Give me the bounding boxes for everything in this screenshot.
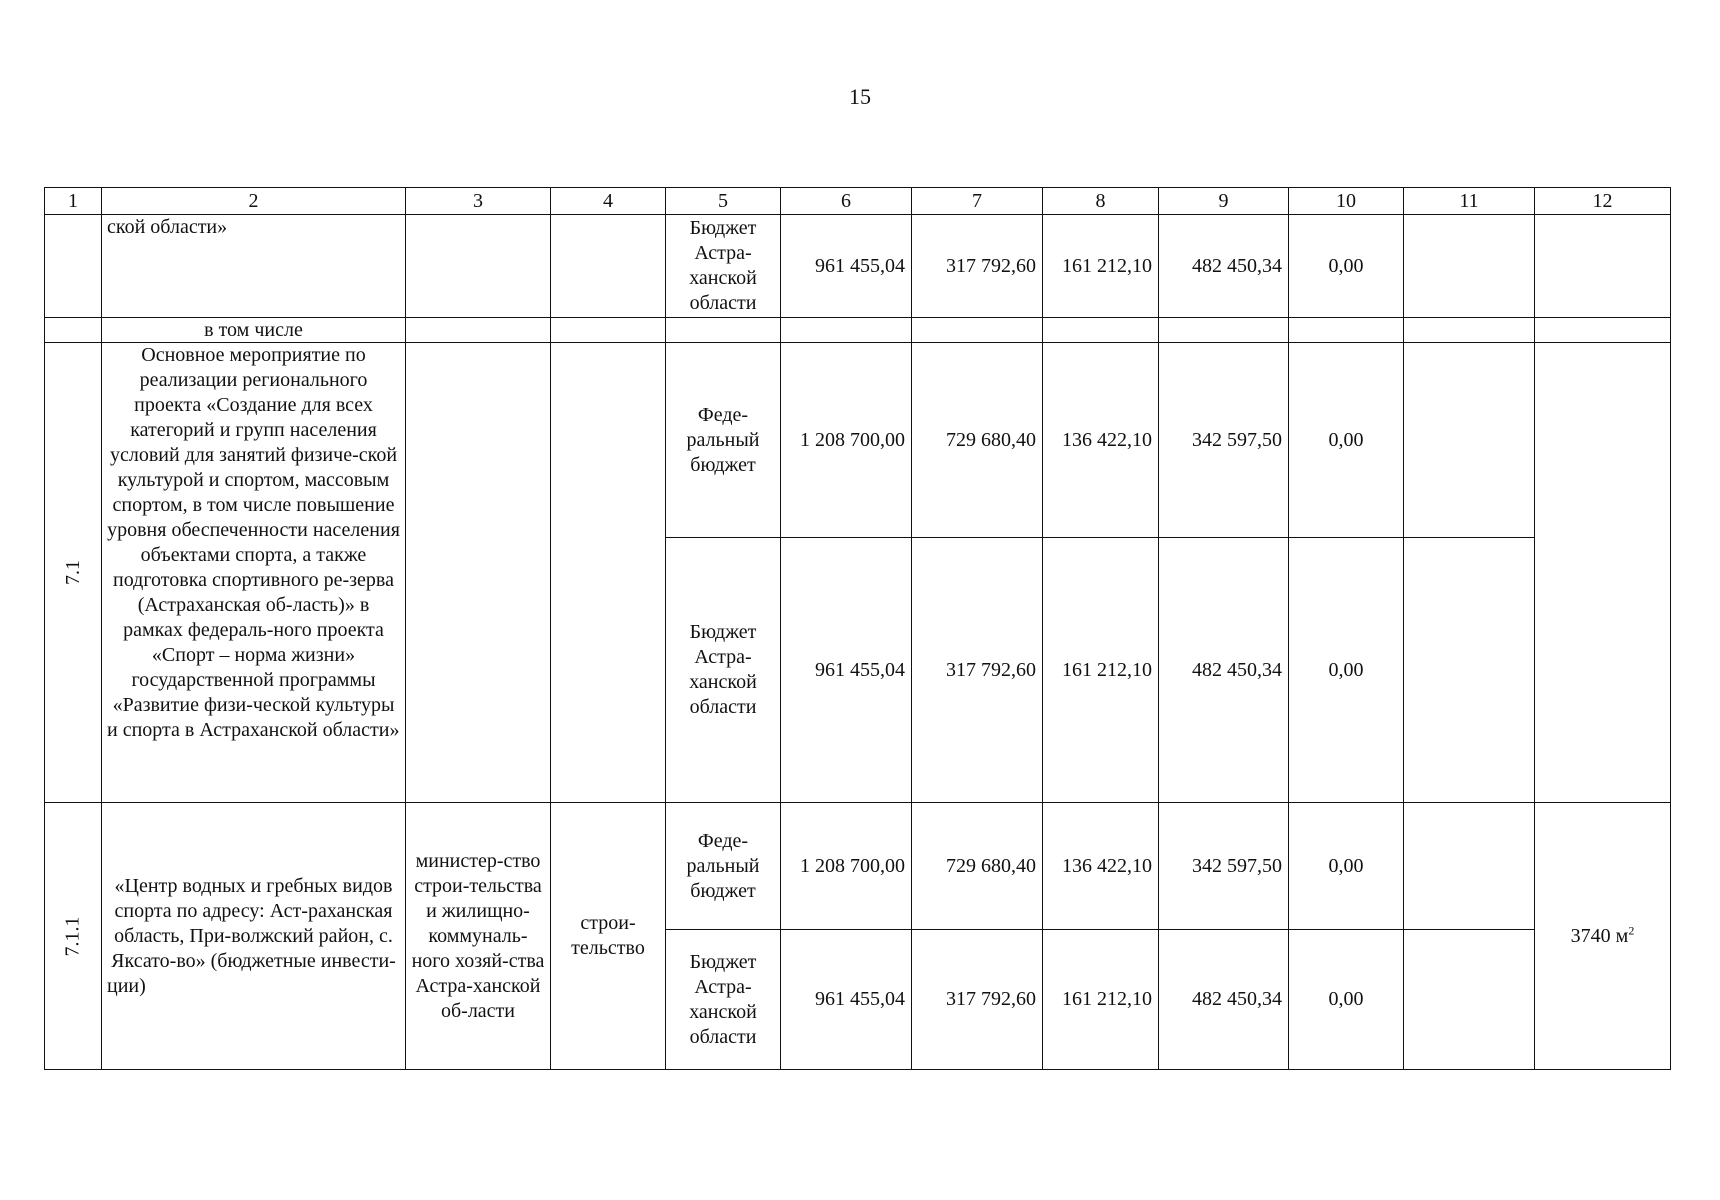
empty-cell (1404, 343, 1535, 538)
amount-col7: 317 792,60 (912, 538, 1043, 803)
column-number: 2 (102, 188, 406, 215)
amount-col9: 342 597,50 (1159, 803, 1289, 930)
activity-type (551, 215, 666, 318)
amount-col10: 0,00 (1289, 215, 1404, 318)
amount-total: 961 455,04 (781, 538, 912, 803)
amount-col10: 0,00 (1289, 343, 1404, 538)
result-cell (1535, 215, 1671, 318)
empty-cell (1404, 215, 1535, 318)
amount-col9: 482 450,34 (1159, 538, 1289, 803)
column-number: 7 (912, 188, 1043, 215)
amount-col8: 136 422,10 (1043, 343, 1159, 538)
activity-name: «Центр водных и гребных видов спорта по адресу: Аст-раханская область, При-волжский район, с. Яксато-во» (бюджетные инвести-ции) (102, 803, 406, 1070)
amount-total: 961 455,04 (781, 215, 912, 318)
funding-source: Бюджет Астра-ханской области (666, 538, 781, 803)
funding-source: Феде-ральный бюджет (666, 803, 781, 930)
activity-name: ской области» (102, 215, 406, 318)
page-number: 15 (849, 84, 871, 109)
column-number: 3 (406, 188, 551, 215)
amount-col8: 161 212,10 (1043, 215, 1159, 318)
amount-col8: 136 422,10 (1043, 803, 1159, 930)
result-cell (1535, 343, 1671, 803)
row-index (45, 343, 102, 803)
row-index-label: 7.1 (61, 560, 84, 585)
empty-cell (781, 318, 912, 343)
empty-cell (1404, 803, 1535, 930)
subheading: в том числе (102, 318, 406, 343)
empty-cell (1159, 318, 1289, 343)
result-value: 3740 м (1570, 924, 1629, 947)
table-row (45, 803, 1671, 930)
funding-source: Бюджет Астра-ханской области (666, 215, 781, 318)
table-row (45, 215, 1671, 318)
result-cell (1535, 803, 1671, 1070)
empty-cell (1404, 318, 1535, 343)
amount-col7: 729 680,40 (912, 343, 1043, 538)
activity-type (551, 343, 666, 803)
result-unit-superscript: 2 (1628, 922, 1635, 937)
funding-source: Бюджет Астра-ханской области (666, 930, 781, 1070)
amount-col9: 482 450,34 (1159, 930, 1289, 1070)
amount-col10: 0,00 (1289, 930, 1404, 1070)
empty-cell (666, 318, 781, 343)
activity-type: строи-тельство (551, 803, 666, 1070)
amount-col8: 161 212,10 (1043, 538, 1159, 803)
amount-total: 1 208 700,00 (781, 343, 912, 538)
table-row (45, 318, 1671, 343)
program-table (44, 187, 1671, 1070)
row-index-label: 7.1.1 (61, 916, 84, 956)
table-row (45, 343, 1671, 538)
amount-col8: 161 212,10 (1043, 930, 1159, 1070)
row-index (45, 215, 102, 318)
column-number-row (45, 188, 1671, 215)
executor (406, 215, 551, 318)
empty-cell (1043, 318, 1159, 343)
empty-cell (1289, 318, 1404, 343)
amount-col7: 317 792,60 (912, 930, 1043, 1070)
row-index (45, 803, 102, 1070)
column-number: 6 (781, 188, 912, 215)
column-number: 9 (1159, 188, 1289, 215)
empty-cell (551, 318, 666, 343)
executor (406, 343, 551, 803)
column-number: 1 (45, 188, 102, 215)
row-index (45, 318, 102, 343)
column-number: 12 (1535, 188, 1671, 215)
empty-cell (912, 318, 1043, 343)
empty-cell (1535, 318, 1671, 343)
funding-source: Феде-ральный бюджет (666, 343, 781, 538)
amount-total: 1 208 700,00 (781, 803, 912, 930)
amount-col10: 0,00 (1289, 803, 1404, 930)
empty-cell (1404, 930, 1535, 1070)
amount-col10: 0,00 (1289, 538, 1404, 803)
activity-name: Основное мероприятие по реализации регионального проекта «Создание для всех категорий и групп населения условий для занятий физиче-ской культурой и спортом, массовым спортом, в том числе повышение уровня обеспеченности населения объектами спорта, а также подготовка спортивного ре-зерва (Астраханская об-ласть)» в рамках федераль-ного проекта «Спорт – норма жизни» государственной программы «Развитие физи-ческой культуры и спорта в Астраханской области» (102, 343, 406, 803)
column-number: 4 (551, 188, 666, 215)
column-number: 11 (1404, 188, 1535, 215)
amount-col7: 317 792,60 (912, 215, 1043, 318)
amount-col7: 729 680,40 (912, 803, 1043, 930)
amount-col9: 342 597,50 (1159, 343, 1289, 538)
amount-total: 961 455,04 (781, 930, 912, 1070)
empty-cell (406, 318, 551, 343)
column-number: 8 (1043, 188, 1159, 215)
amount-col9: 482 450,34 (1159, 215, 1289, 318)
column-number: 10 (1289, 188, 1404, 215)
column-number: 5 (666, 188, 781, 215)
empty-cell (1404, 538, 1535, 803)
executor: министер-ство строи-тельства и жилищно-коммуналь-ного хозяй-ства Астра-ханской об-ласти (406, 803, 551, 1070)
